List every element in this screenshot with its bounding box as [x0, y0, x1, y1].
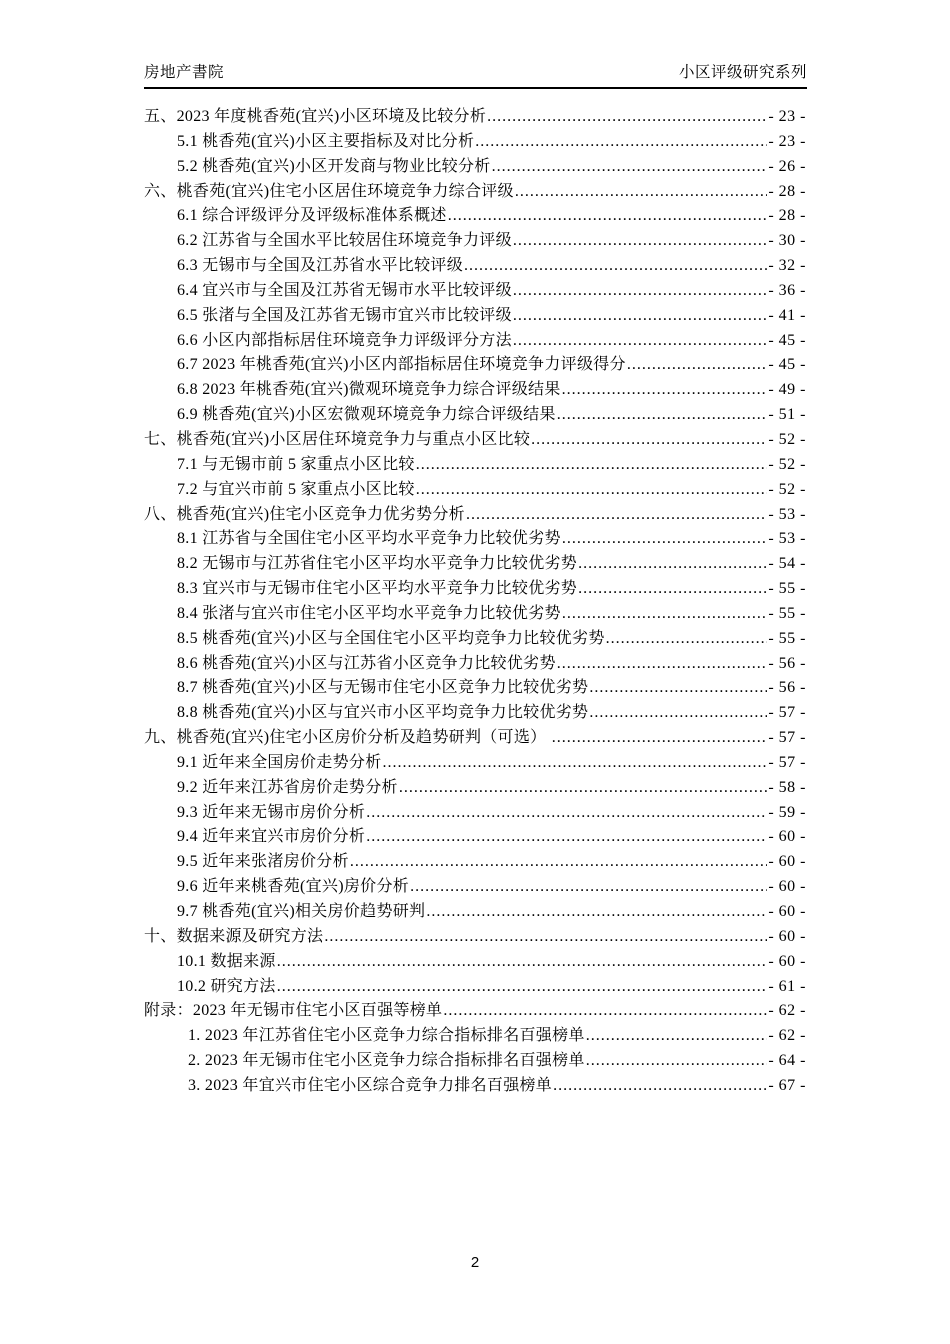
page-footer	[0, 1254, 950, 1271]
dot-leader	[324, 925, 767, 950]
toc-entry-page: - 62 -	[768, 1002, 806, 1020]
toc-entry-label: 1. 2023 年江苏省住宅小区竞争力综合指标排名百强榜单	[188, 1027, 585, 1045]
toc-entry-label: 8.1 江苏省与全国住宅小区平均水平竞争力比较优劣势	[177, 530, 561, 548]
toc-entry-page: - 30 -	[768, 232, 806, 250]
toc-entry-page: - 52 -	[768, 480, 806, 498]
toc-entry-page: - 60 -	[768, 878, 806, 896]
dot-leader	[553, 1074, 767, 1099]
toc-entry[interactable]	[144, 552, 806, 577]
toc-entry-label: 2. 2023 年无锡市住宅小区竞争力综合指标排名百强榜单	[188, 1052, 585, 1070]
toc-entry-label: 八、桃香苑(宜兴)住宅小区竞争力优劣势分析	[144, 505, 465, 523]
dot-leader	[586, 1024, 768, 1049]
toc-entry-label: 8.5 桃香苑(宜兴)小区与全国住宅小区平均竞争力比较优劣势	[177, 629, 605, 647]
toc-entry[interactable]	[144, 676, 806, 701]
dot-leader	[416, 453, 768, 478]
dot-leader	[399, 776, 768, 801]
toc-entry-page: - 56 -	[768, 679, 806, 697]
toc-entry-label: 9.5 近年来张渚房价分析	[177, 853, 349, 871]
dot-leader	[552, 726, 768, 751]
toc-entry-label: 九、桃香苑(宜兴)住宅小区房价分析及趋势研判（可选）	[144, 729, 551, 747]
page-number: 2	[470, 1254, 480, 1271]
toc-entry-page: - 52 -	[768, 455, 806, 473]
toc-entry-label: 七、桃香苑(宜兴)小区居住环境竞争力与重点小区比较	[144, 430, 531, 448]
toc-entry[interactable]	[144, 900, 806, 925]
toc-entry-page: - 53 -	[768, 505, 806, 523]
toc-entry-label: 6.2 江苏省与全国水平比较居住环境竞争力评级	[177, 232, 512, 250]
toc-entry-label: 10.2 研究方法	[177, 977, 276, 995]
header-right-text: 小区评级研究系列	[678, 64, 807, 81]
toc-entry[interactable]	[144, 627, 806, 652]
toc-entry-label: 9.1 近年来全国房价走势分析	[177, 753, 382, 771]
toc-entry[interactable]	[144, 478, 806, 503]
toc-entry[interactable]	[144, 503, 806, 528]
toc-entry-page: - 45 -	[768, 356, 806, 374]
toc-entry[interactable]	[144, 751, 806, 776]
dot-leader	[562, 602, 768, 627]
toc-entry[interactable]	[144, 925, 806, 950]
toc-entry[interactable]	[144, 378, 806, 403]
toc-entry-page: - 58 -	[768, 778, 806, 796]
dot-leader	[589, 701, 767, 726]
dot-leader	[513, 329, 767, 354]
toc-entry[interactable]	[144, 801, 806, 826]
dot-leader	[586, 1049, 768, 1074]
dot-leader	[562, 527, 768, 552]
toc-entry[interactable]	[144, 999, 806, 1024]
toc-entry[interactable]	[144, 950, 806, 975]
toc-entry[interactable]	[144, 180, 806, 205]
dot-leader	[487, 105, 767, 130]
toc-entry-page: - 60 -	[768, 853, 806, 871]
toc-entry-label: 6.6 小区内部指标居住环境竞争力评级评分方法	[177, 331, 512, 349]
toc-entry-page: - 57 -	[768, 753, 806, 771]
toc-entry-page: - 28 -	[768, 207, 806, 225]
toc-entry-page: - 64 -	[768, 1052, 806, 1070]
dot-leader	[350, 850, 767, 875]
dot-leader	[475, 130, 767, 155]
toc-entry-label: 五、2023 年度桃香苑(宜兴)小区环境及比较分析	[144, 108, 487, 125]
toc-entry-page: - 61 -	[768, 977, 806, 995]
toc-entry[interactable]	[144, 229, 806, 254]
toc-entry-label: 六、桃香苑(宜兴)住宅小区居住环境竞争力综合评级	[144, 182, 514, 200]
dot-leader	[606, 627, 768, 652]
dot-leader	[531, 428, 767, 453]
toc-entry-page: - 59 -	[768, 803, 806, 821]
dot-leader	[513, 304, 767, 329]
toc-entry-page: - 60 -	[768, 927, 806, 945]
toc-entry-label: 8.4 张渚与宜兴市住宅小区平均水平竞争力比较优劣势	[177, 604, 561, 622]
dot-leader	[366, 825, 767, 850]
toc-entry-page: - 45 -	[768, 331, 806, 349]
toc-entry[interactable]	[144, 105, 806, 130]
toc-entry[interactable]	[144, 279, 806, 304]
dot-leader	[443, 999, 767, 1024]
toc-entry-page: - 49 -	[768, 381, 806, 399]
dot-leader	[578, 552, 767, 577]
toc-entry-label: 10.1 数据来源	[177, 952, 276, 970]
header-rule	[144, 87, 807, 89]
dot-leader	[562, 378, 768, 403]
toc-entry-label: 8.7 桃香苑(宜兴)小区与无锡市住宅小区竞争力比较优劣势	[177, 679, 589, 697]
dot-leader	[464, 254, 767, 279]
toc-entry-page: - 51 -	[768, 406, 806, 424]
toc-entry-page: - 23 -	[768, 108, 806, 125]
page-header	[144, 60, 807, 82]
dot-leader	[366, 801, 767, 826]
toc-entry-label: 附录：2023 年无锡市住宅小区百强等榜单	[144, 1002, 443, 1020]
toc-entry[interactable]	[144, 254, 806, 279]
toc-entry-label: 6.7 2023 年桃香苑(宜兴)小区内部指标居住环境竞争力评级得分	[177, 356, 626, 374]
toc-entry-page: - 55 -	[768, 604, 806, 622]
toc-entry[interactable]	[144, 776, 806, 801]
toc-entry-page: - 56 -	[768, 654, 806, 672]
dot-leader	[513, 229, 767, 254]
toc-entry[interactable]	[144, 527, 806, 552]
toc-entry-label: 9.7 桃香苑(宜兴)相关房价趋势研判	[177, 903, 426, 920]
toc-entry-page: - 28 -	[768, 182, 806, 200]
toc-entry-page: - 62 -	[768, 1027, 806, 1045]
dot-leader	[383, 751, 768, 776]
toc-entry[interactable]	[144, 975, 806, 1000]
toc-entry-page: - 60 -	[768, 903, 806, 920]
toc-entry-label: 9.6 近年来桃香苑(宜兴)房价分析	[177, 878, 410, 896]
toc-entry[interactable]	[144, 577, 806, 602]
toc-entry-label: 5.2 桃香苑(宜兴)小区开发商与物业比较分析	[177, 157, 491, 175]
dot-leader	[492, 155, 768, 180]
toc-entry-page: - 54 -	[768, 555, 806, 573]
toc-entry-page: - 36 -	[768, 281, 806, 299]
toc-entry[interactable]	[144, 875, 806, 900]
toc-entry-page: - 57 -	[768, 729, 806, 747]
toc-entry-page: - 55 -	[768, 629, 806, 647]
toc-entry-label: 8.8 桃香苑(宜兴)小区与宜兴市小区平均竞争力比较优劣势	[177, 704, 589, 722]
toc-entry[interactable]	[144, 850, 806, 875]
toc-entry-page: - 23 -	[768, 132, 806, 150]
dot-leader	[515, 180, 767, 205]
toc-entry-label: 6.5 张渚与全国及江苏省无锡市宜兴市比较评级	[177, 306, 512, 324]
toc-entry[interactable]	[144, 353, 806, 378]
toc-entry-label: 6.1 综合评级评分及评级标准体系概述	[177, 207, 447, 225]
header-left-text: 房地产書院	[144, 64, 225, 81]
toc-entry-page: - 55 -	[768, 580, 806, 598]
toc-entry-label: 7.1 与无锡市前 5 家重点小区比较	[177, 455, 415, 473]
dot-leader	[557, 403, 768, 428]
toc-entry[interactable]	[144, 825, 806, 850]
toc-entry[interactable]	[144, 602, 806, 627]
toc-entry[interactable]	[144, 701, 806, 726]
toc-entry[interactable]	[144, 453, 806, 478]
toc-entry[interactable]	[144, 428, 806, 453]
toc-entry-label: 8.6 桃香苑(宜兴)小区与江苏省小区竞争力比较优劣势	[177, 654, 556, 672]
toc-entry-label: 7.2 与宜兴市前 5 家重点小区比较	[177, 480, 415, 498]
toc-entry[interactable]	[144, 304, 806, 329]
toc-entry[interactable]	[144, 726, 806, 751]
toc-entry-label: 9.2 近年来江苏省房价走势分析	[177, 778, 398, 796]
dot-leader	[578, 577, 767, 602]
table-of-contents	[144, 105, 806, 1099]
dot-leader	[513, 279, 767, 304]
toc-entry-page: - 26 -	[768, 157, 806, 175]
toc-entry-page: - 67 -	[768, 1076, 806, 1094]
toc-entry-label: 8.2 无锡市与江苏省住宅小区平均水平竞争力比较优劣势	[177, 555, 578, 573]
dot-leader	[448, 204, 768, 229]
toc-entry-page: - 52 -	[768, 430, 806, 448]
toc-entry[interactable]	[144, 1049, 806, 1074]
toc-entry-label: 9.4 近年来宜兴市房价分析	[177, 828, 366, 846]
toc-entry-page: - 41 -	[768, 306, 806, 324]
toc-entry-label: 十、数据来源及研究方法	[144, 927, 324, 945]
toc-entry-page: - 60 -	[768, 952, 806, 970]
toc-entry-page: - 60 -	[768, 828, 806, 846]
toc-entry-label: 6.8 2023 年桃香苑(宜兴)微观环境竞争力综合评级结果	[177, 381, 561, 399]
toc-entry-label: 3. 2023 年宜兴市住宅小区综合竞争力排名百强榜单	[188, 1076, 553, 1094]
toc-entry[interactable]	[144, 403, 806, 428]
toc-entry-label: 6.4 宜兴市与全国及江苏省无锡市水平比较评级	[177, 281, 512, 299]
dot-leader	[277, 975, 768, 1000]
toc-entry[interactable]	[144, 204, 806, 229]
toc-entry-page: - 57 -	[768, 704, 806, 722]
dot-leader	[466, 503, 767, 528]
toc-entry[interactable]	[144, 130, 806, 155]
toc-entry[interactable]	[144, 329, 806, 354]
dot-leader	[410, 875, 767, 900]
toc-entry-label: 8.3 宜兴市与无锡市住宅小区平均水平竞争力比较优劣势	[177, 580, 578, 598]
dot-leader	[589, 676, 767, 701]
toc-entry-label: 9.3 近年来无锡市房价分析	[177, 803, 366, 821]
toc-entry-page: - 32 -	[768, 257, 806, 275]
dot-leader	[557, 652, 768, 677]
toc-entry[interactable]	[144, 652, 806, 677]
toc-entry-label: 6.9 桃香苑(宜兴)小区宏微观环境竞争力综合评级结果	[177, 406, 556, 424]
toc-entry[interactable]	[144, 1074, 806, 1099]
toc-entry[interactable]	[144, 1024, 806, 1049]
dot-leader	[627, 353, 767, 378]
dot-leader	[416, 478, 768, 503]
toc-entry[interactable]	[144, 155, 806, 180]
toc-entry-page: - 53 -	[768, 530, 806, 548]
dot-leader	[277, 950, 768, 975]
dot-leader	[426, 900, 767, 925]
toc-entry-label: 6.3 无锡市与全国及江苏省水平比较评级	[177, 257, 464, 275]
toc-entry-label: 5.1 桃香苑(宜兴)小区主要指标及对比分析	[177, 132, 475, 150]
